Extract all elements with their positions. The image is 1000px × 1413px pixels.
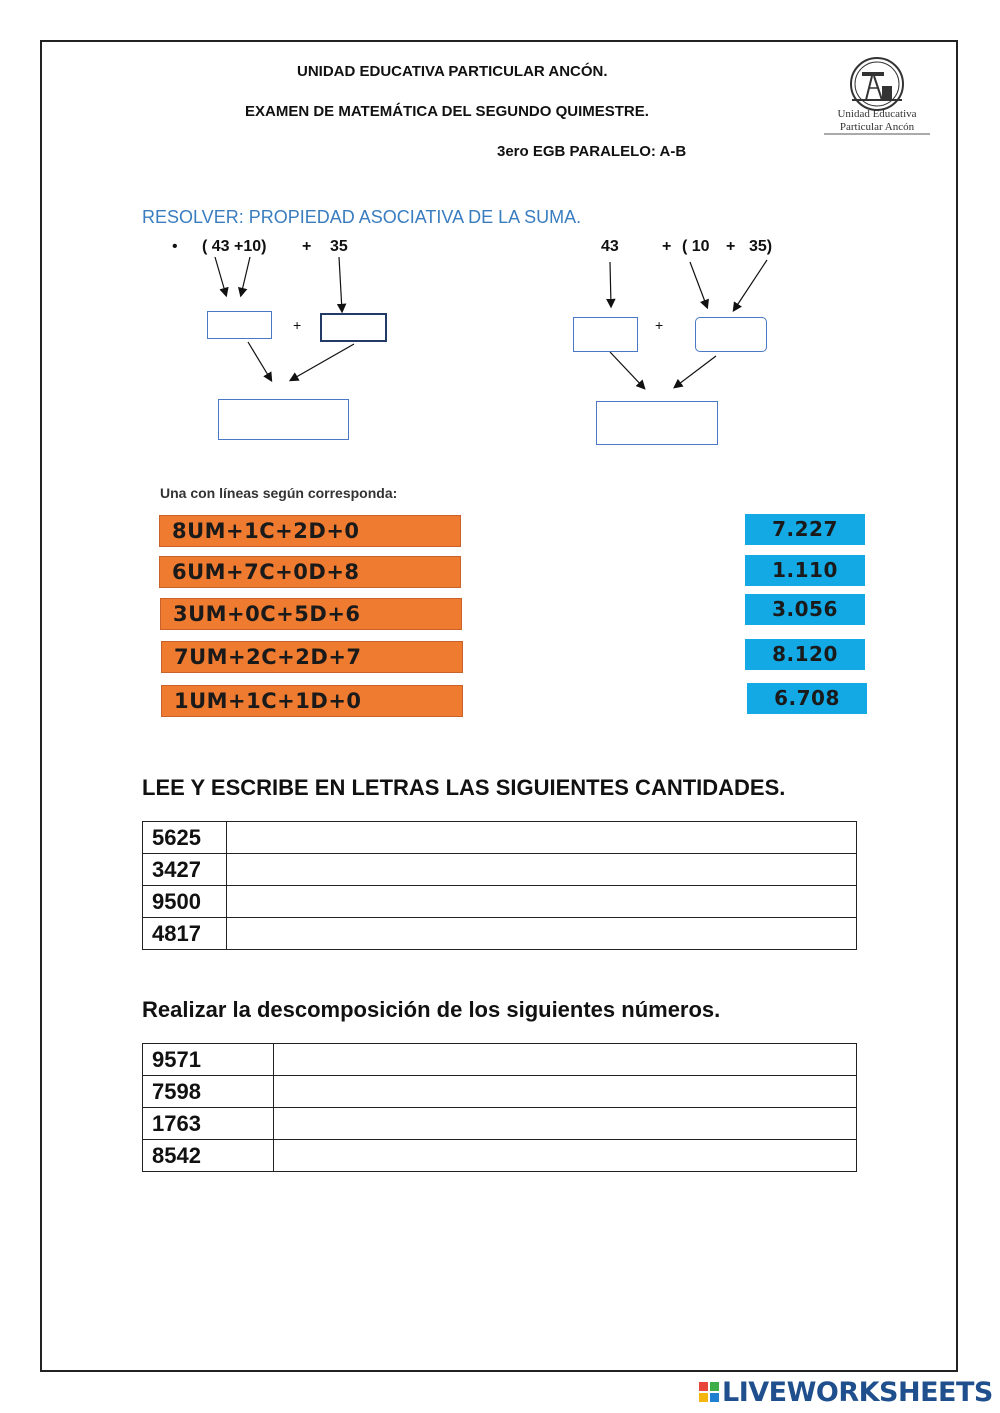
answer-cell[interactable] xyxy=(274,1044,857,1076)
number-cell: 8542 xyxy=(143,1140,274,1172)
liveworksheets-logo-icon xyxy=(697,1376,721,1410)
table-row xyxy=(143,1076,857,1108)
answer-box-right-1[interactable] xyxy=(573,317,638,352)
answer-cell[interactable] xyxy=(227,886,857,918)
number-cell: 4817 xyxy=(143,918,227,950)
liveworksheets-watermark: LIVEWORKSHEETS xyxy=(722,1377,993,1408)
right-expr-close: 35) xyxy=(749,238,773,255)
match-right-item[interactable]: 1.110 xyxy=(745,555,865,586)
number-cell: 1763 xyxy=(143,1108,274,1140)
match-left-item[interactable]: 1UM+1C+1D+0 xyxy=(161,685,463,717)
grade-label: 3ero EGB PARALELO: A-B xyxy=(497,143,687,160)
left-expr-num: 35 xyxy=(330,238,348,255)
exam-title: EXAMEN DE MATEMÁTICA DEL SEGUNDO QUIMESTRE. xyxy=(245,103,649,120)
box-plus-left: + xyxy=(293,317,302,333)
right-expr-plus2: + xyxy=(726,238,736,255)
number-cell: 9571 xyxy=(143,1044,274,1076)
decomp-section-title: Realizar la descomposición de los siguientes números. xyxy=(142,997,721,1022)
match-left-item[interactable]: 6UM+7C+0D+8 xyxy=(159,556,461,588)
table-row xyxy=(143,886,857,918)
match-right-item[interactable]: 8.120 xyxy=(745,639,865,670)
match-right-item[interactable]: 7.227 xyxy=(745,514,865,545)
right-expr-group: ( 10 xyxy=(682,238,710,255)
right-expr-plus: + xyxy=(662,238,672,255)
table-row xyxy=(143,854,857,886)
answer-box-left-result[interactable] xyxy=(218,399,349,440)
answer-box-left-2[interactable] xyxy=(320,313,387,342)
box-plus-right: + xyxy=(655,317,664,333)
table-row xyxy=(143,1108,857,1140)
match-left-item[interactable]: 3UM+0C+5D+6 xyxy=(160,598,462,630)
answer-cell[interactable] xyxy=(227,854,857,886)
bullet-icon: • xyxy=(172,238,178,255)
number-cell: 3427 xyxy=(143,854,227,886)
match-right-item[interactable]: 6.708 xyxy=(747,683,867,714)
matching-title: Una con líneas según corresponda: xyxy=(160,485,398,501)
answer-cell[interactable] xyxy=(274,1140,857,1172)
number-cell: 9500 xyxy=(143,886,227,918)
number-cell: 5625 xyxy=(143,822,227,854)
left-expr-plus: + xyxy=(302,238,312,255)
match-right-item[interactable]: 3.056 xyxy=(745,594,865,625)
associative-title: RESOLVER: PROPIEDAD ASOCIATIVA DE LA SUMA. xyxy=(142,207,582,227)
answer-cell[interactable] xyxy=(227,918,857,950)
number-cell: 7598 xyxy=(143,1076,274,1108)
answer-cell[interactable] xyxy=(274,1076,857,1108)
table-row xyxy=(143,1044,857,1076)
table-row xyxy=(143,1140,857,1172)
words-table xyxy=(142,821,857,950)
answer-cell[interactable] xyxy=(274,1108,857,1140)
decomp-table xyxy=(142,1043,857,1172)
table-row xyxy=(143,918,857,950)
match-left-item[interactable]: 7UM+2C+2D+7 xyxy=(161,641,463,673)
answer-box-right-result[interactable] xyxy=(596,401,718,445)
answer-box-right-2[interactable] xyxy=(695,317,767,352)
left-expr-group: ( 43 +10) xyxy=(202,238,267,255)
logo-text-line2: Particular Ancón xyxy=(839,121,915,133)
right-expr-num: 43 xyxy=(601,238,619,255)
words-section-title: LEE Y ESCRIBE EN LETRAS LAS SIGUIENTES CANTIDADES. xyxy=(142,775,786,800)
match-left-item[interactable]: 8UM+1C+2D+0 xyxy=(159,515,461,547)
logo-text-line1: Unidad Educativa xyxy=(837,108,917,120)
answer-box-left-1[interactable] xyxy=(207,311,272,339)
table-row xyxy=(143,822,857,854)
school-name: UNIDAD EDUCATIVA PARTICULAR ANCÓN. xyxy=(297,63,608,80)
answer-cell[interactable] xyxy=(227,822,857,854)
